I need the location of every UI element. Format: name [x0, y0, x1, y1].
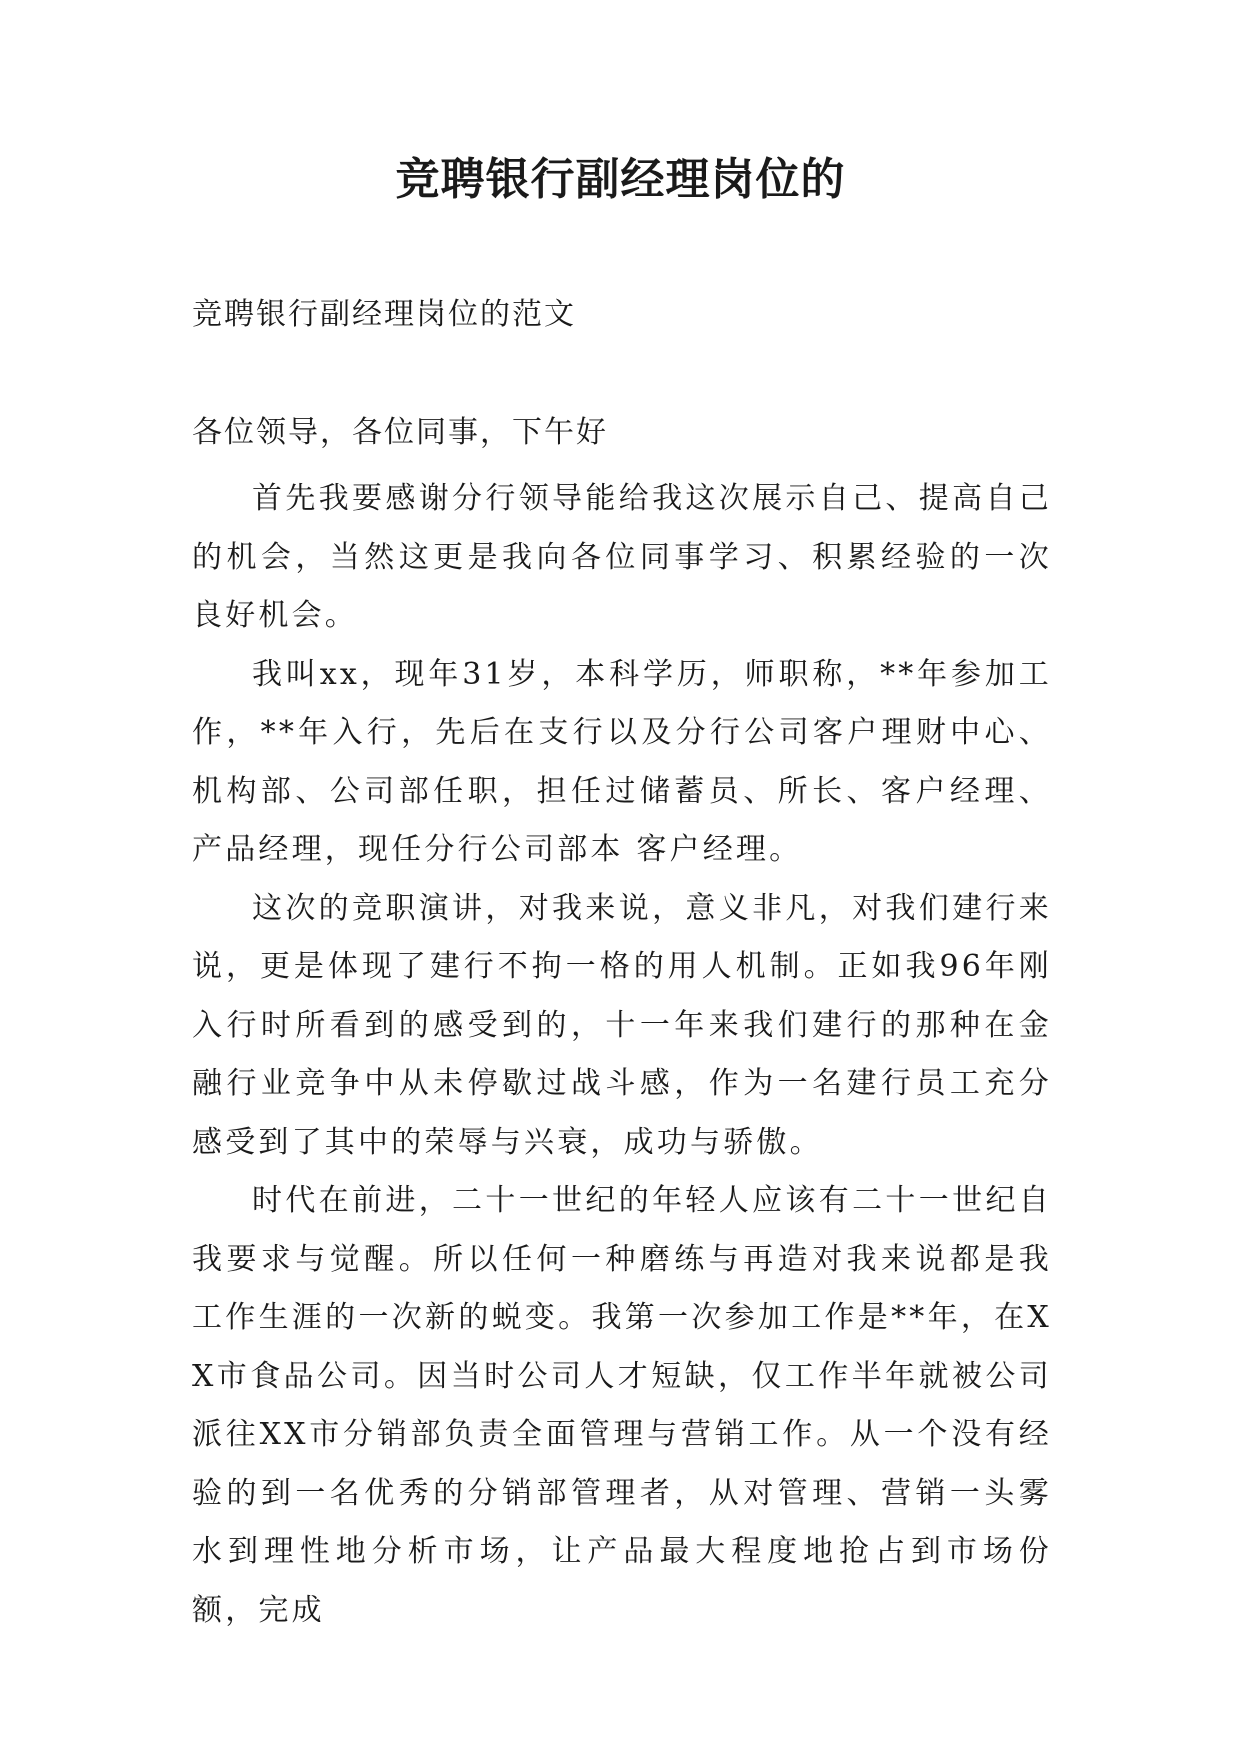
body-paragraph: 这次的竞职演讲，对我来说，意义非凡，对我们建行来说，更是体现了建行不拘一格的用人机制。正如我96年刚入行时所看到的感受到的，十一年来我们建行的那种在金融行业竞争中从未停歇过战斗感，作为一名建行员工充分感受到了其中的荣辱与兴衰，成功与骄傲。 — [192, 890, 1052, 1160]
document-title: 竞聘银行副经理岗位的 — [395, 154, 846, 205]
greeting-line: 各位领导，各位同事，下午好 — [192, 415, 608, 450]
document-body — [192, 470, 1052, 1640]
body-paragraph: 时代在前进，二十一世纪的年轻人应该有二十一世纪自我要求与觉醒。所以任何一种磨练与再造对我来说都是我工作生涯的一次新的蜕变。我第一次参加工作是**年，在XX市食品公司。因当时公司人才短缺，仅工作半年就被公司派往XX市分销部负责全面管理与营销工作。从一个没有经验的到一名优秀的分销部管理者，从对管理、营销一头雾水到理性地分析市场，让产品最大程度地抢占到市场份额，完成 — [192, 1183, 1052, 1628]
document-subtitle: 竞聘银行副经理岗位的范文 — [192, 297, 576, 332]
body-paragraph: 首先我要感谢分行领导能给我这次展示自己、提高自己的机会，当然这更是我向各位同事学习、积累经验的一次良好机会。 — [192, 481, 1052, 633]
body-paragraph: 我叫xx，现年31岁，本科学历，师职称，**年参加工作，**年入行，先后在支行以及分行公司客户理财中心、机构部、公司部任职，担任过储蓄员、所长、客户经理、产品经理，现任分行公司部本 客户经理。 — [192, 656, 1052, 867]
